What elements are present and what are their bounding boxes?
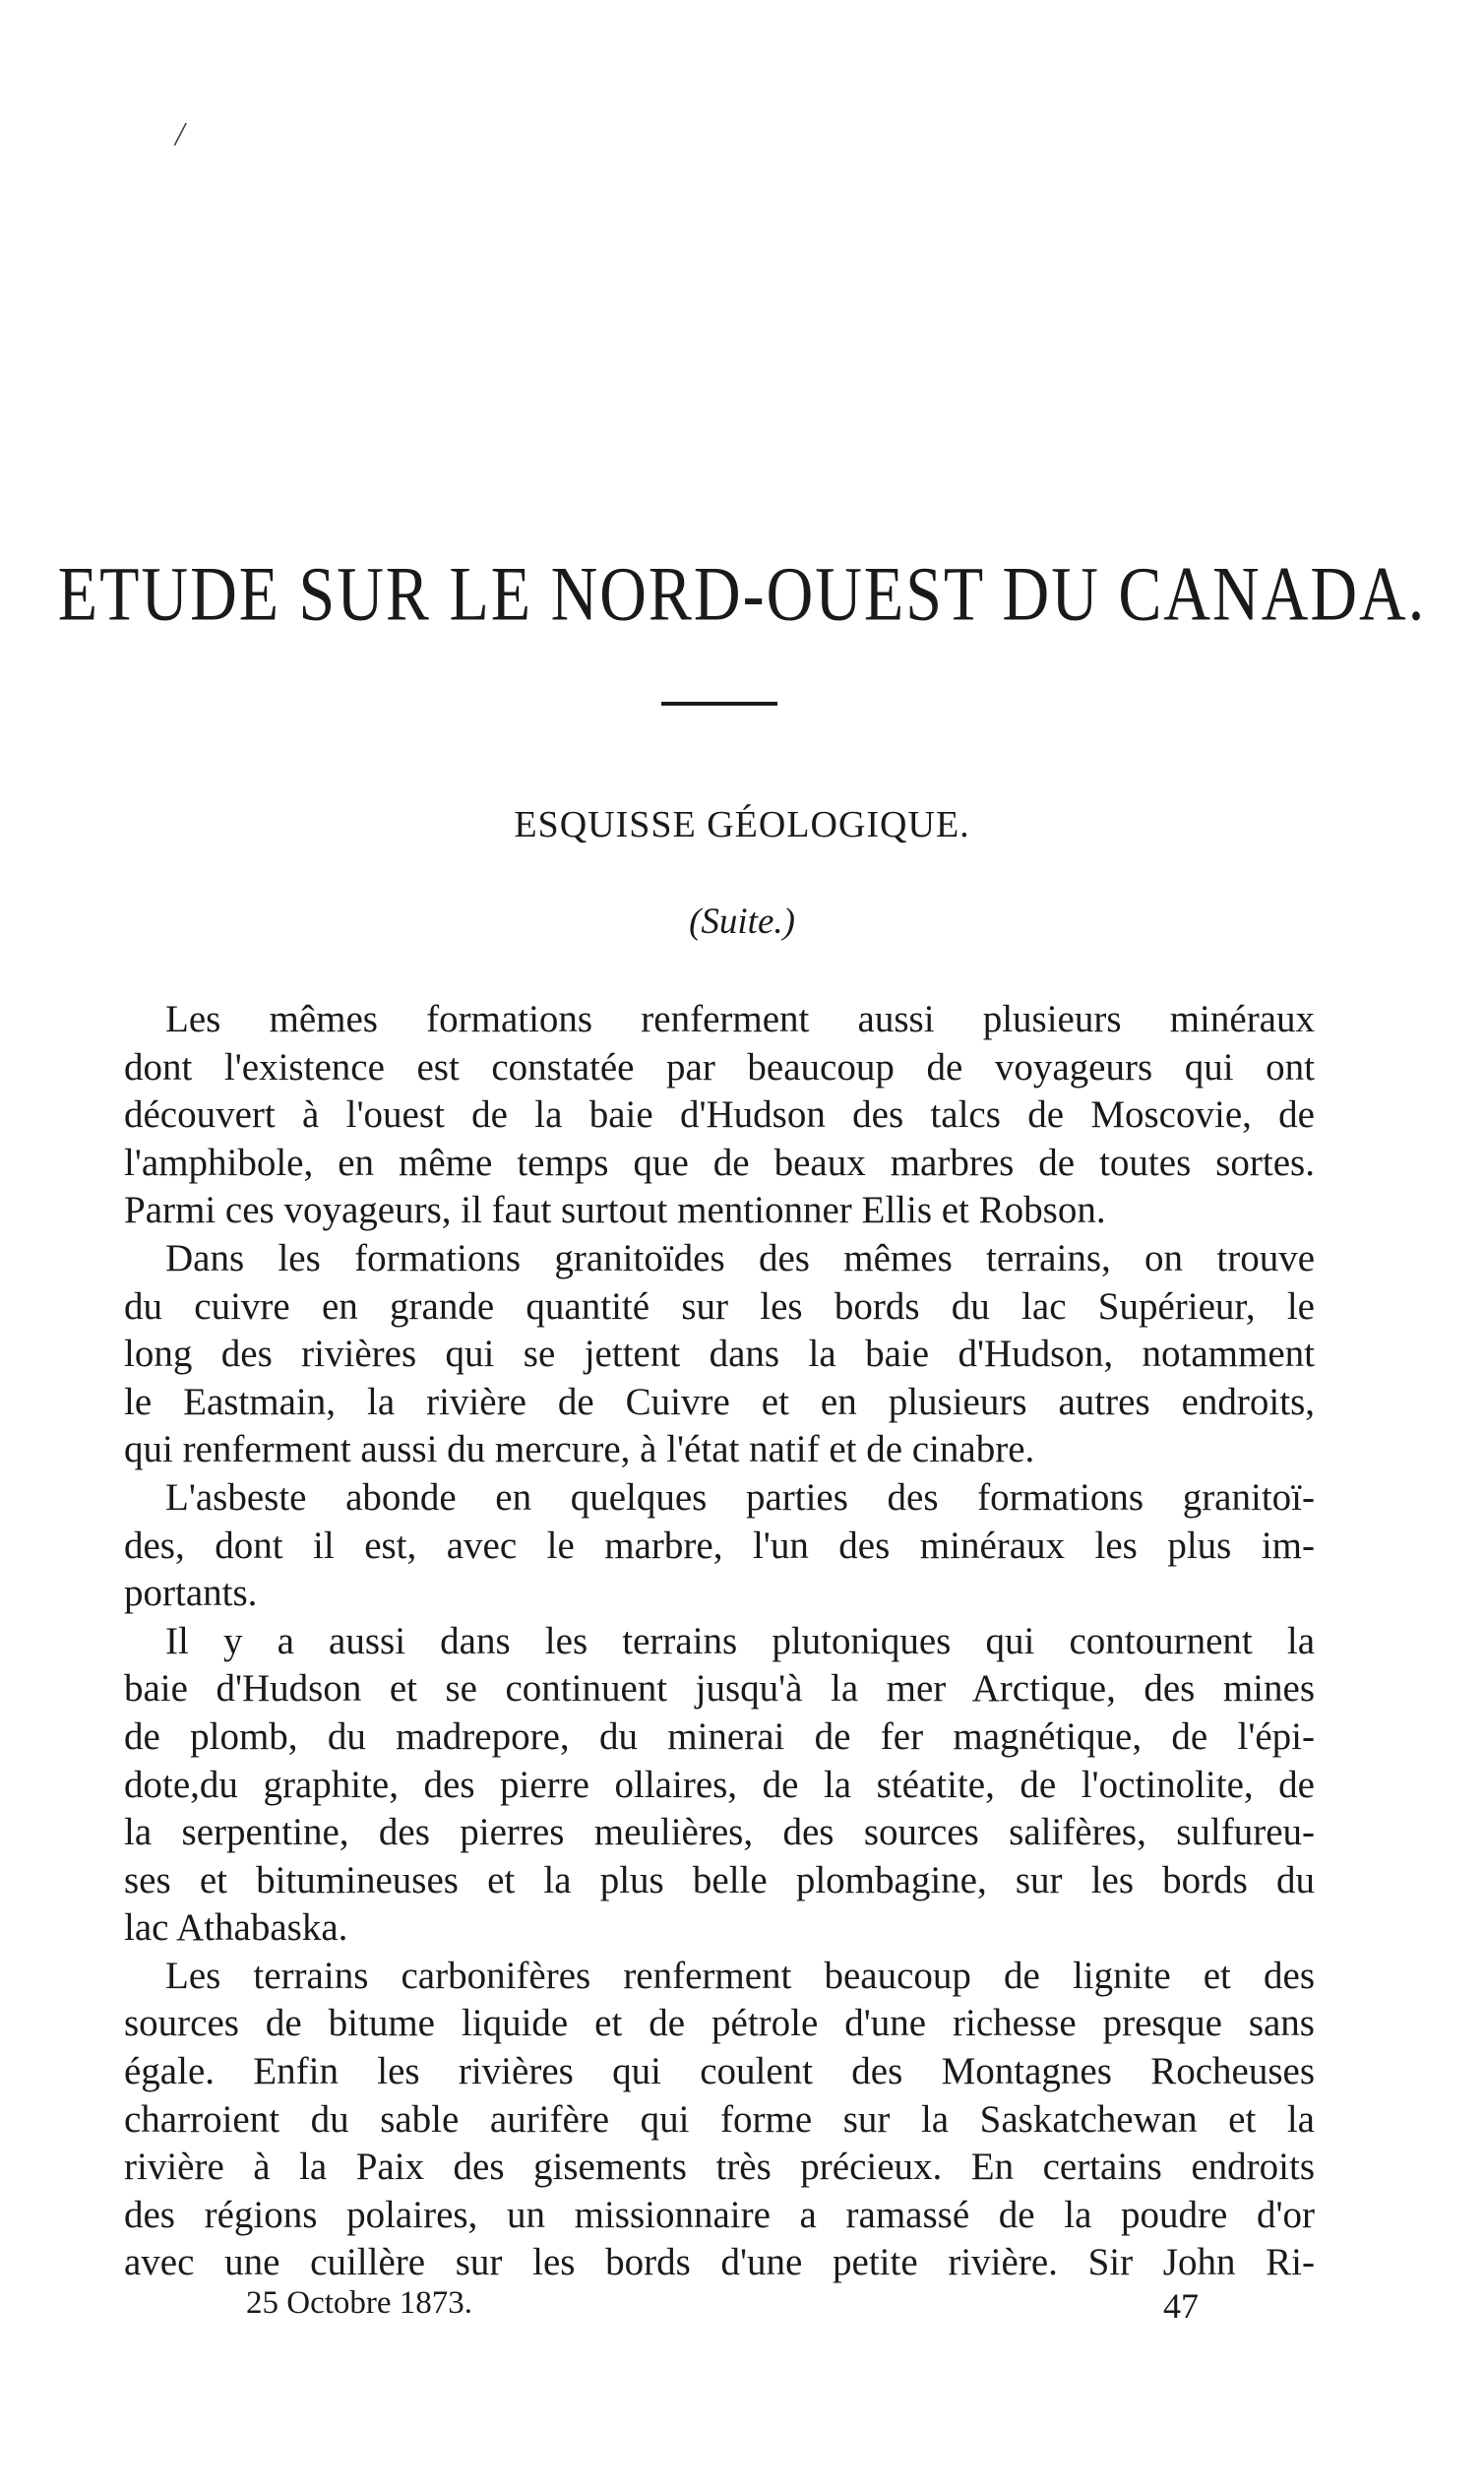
page-number: 47 [1163,2286,1199,2326]
text-line: le Eastmain, la rivière de Cuivre et en plusieurs autres endroits, [124,1380,1315,1423]
text-line: la serpentine, des pierres meulières, des sources salifères, sulfureu- [124,1811,1315,1854]
text-line: des, dont il est, avec le marbre, l'un des minéraux les plus im- [124,1524,1315,1567]
text-line: de plomb, du madrepore, du minerai de fer magnétique, de l'épi- [124,1714,1315,1758]
corner-mark: / [175,116,185,153]
text-line: dont l'existence est constatée par beaucoup de voyageurs qui ont [124,1045,1315,1089]
continuation-note-text: (Suite.) [689,902,795,942]
title-rule [661,702,777,706]
text-line: Les terrains carbonifères renferment beaucoup de lignite et des [165,1954,1315,1997]
text-line: charroient du sable aurifère qui forme sur la Saskatchewan et la [124,2097,1315,2141]
text-line: l'amphibole, en même temps que de beaux marbres de toutes sortes. [124,1141,1315,1184]
text-line: du cuivre en grande quantité sur les bords du lac Supérieur, le [124,1284,1315,1328]
section-subtitle: ESQUISSE GÉOLOGIQUE. [514,804,970,845]
text-line: qui renferment aussi du mercure, à l'état natif et de cinabre. [124,1428,1035,1471]
text-line: long des rivières qui se jettent dans la baie d'Hudson, notamment [124,1333,1315,1376]
text-line: Il y a aussi dans les terrains plutoniques qui contournent la [165,1619,1315,1662]
continuation-note [0,901,1484,943]
page-footer [0,2285,1484,2334]
text-line: avec une cuillère sur les bords d'une petite rivière. Sir John Ri- [124,2241,1315,2284]
text-line: des régions polaires, un missionnaire a ramassé de la poudre d'or [124,2193,1315,2236]
text-line: sources de bitume liquide et de pétrole d'une richesse presque sans [124,2002,1315,2045]
text-line: égale. Enfin les rivières qui coulent des Montagnes Rocheuses [124,2050,1315,2093]
text-line: découvert à l'ouest de la baie d'Hudson des talcs de Moscovie, de [124,1093,1315,1137]
page-title: ETUDE SUR LE NORD-OUEST DU CANADA. [57,552,1427,638]
text-line: rivière à la Paix des gisements très précieux. En certains endroits [124,2146,1315,2189]
text-line: Les mêmes formations renferment aussi plusieurs minéraux [165,998,1315,1040]
text-line: Parmi ces voyageurs, il faut surtout mentionner Ellis et Robson. [124,1189,1106,1232]
text-line: ses et bitumineuses et la plus belle plombagine, sur les bords du [124,1858,1315,1901]
text-line: lac Athabaska. [124,1906,348,1950]
footer-date: 25 Octobre 1873. [246,2285,473,2321]
text-line: dote,du graphite, des pierre ollaires, de la stéatite, de l'octinolite, de [124,1763,1315,1806]
body-text [124,996,1315,2287]
text-line: baie d'Hudson et se continuent jusqu'à la mer Arctique, des mines [124,1667,1315,1711]
text-line: L'asbeste abonde en quelques parties des formations granitoï- [165,1475,1315,1519]
text-line: Dans les formations granitoïdes des mêmes terrains, on trouve [165,1236,1315,1279]
text-line: portants. [124,1572,258,1615]
